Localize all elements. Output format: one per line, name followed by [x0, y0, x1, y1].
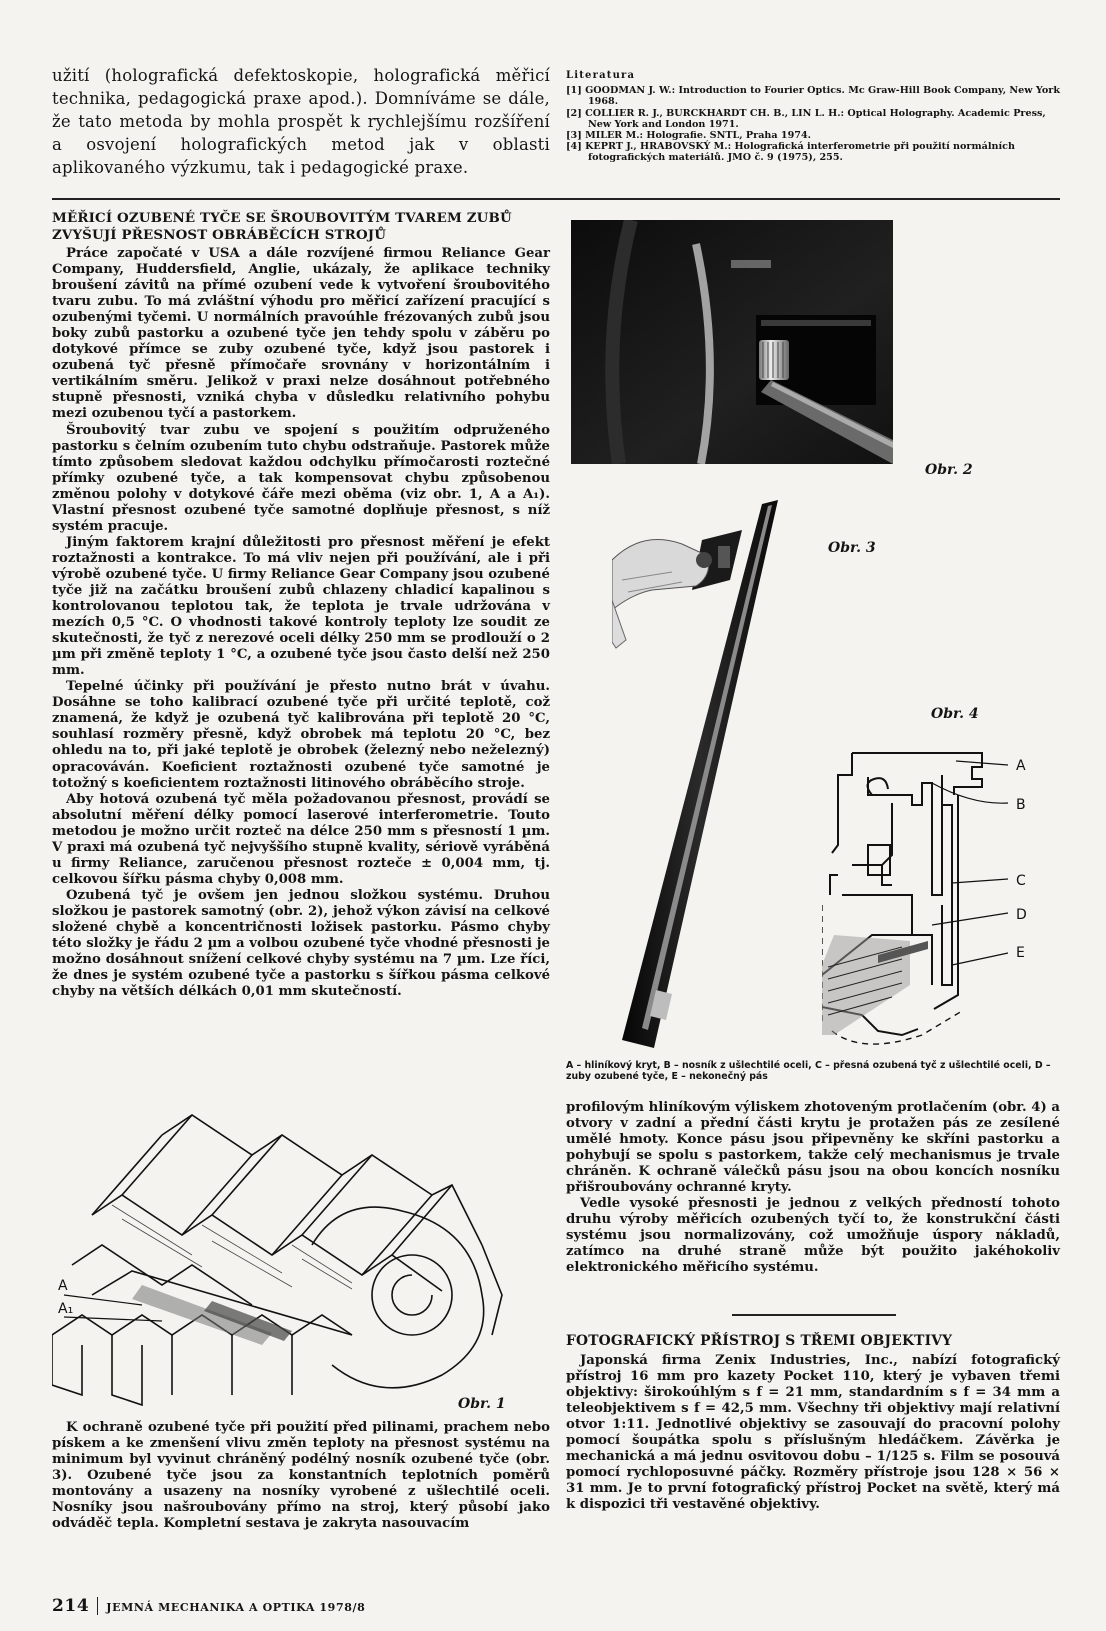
literature-heading: Literatura — [566, 70, 636, 81]
figure-4-label: C — [1016, 873, 1026, 889]
figure-2-caption: Obr. 2 — [925, 462, 973, 478]
literature-section — [566, 70, 1062, 164]
figure-4-legend: A – hliníkový kryt, B – nosník z ušlechtilé oceli, C – přesná ozubená tyč z ušlechtilé oceli, D – zuby ozubené tyče, E – nekonečný pás — [566, 1060, 1051, 1082]
article2-body — [566, 1353, 1060, 1513]
page-number: 214 — [52, 1596, 90, 1616]
body-paragraph: Jiným faktorem krajní důležitosti pro přesnost měření je efekt roztažnosti a kontrakce. To má vliv nejen při používání, ale i při výrobě ozubené tyče. U firmy Reliance Gear Company jsou ozubené tyče již na začátku broušení zubů chlazeny chladicí kapalinou s kontrolovanou teplotou tak, že teplota je trvale udržována v mezích 0,5 °C. O vhodnosti takové kontroly teploty lze soudit ze skutečnosti, že tyč z nerezové oceli délky 250 mm se prodlouží o 2 µm při změně teploty 1 °C, a ozubené tyče jsou často delší než 250 mm. — [52, 534, 550, 679]
figure-4-label: A — [1016, 758, 1026, 774]
article-body-column2 — [566, 1100, 1060, 1277]
literature-ref: [2] COLLIER R. J., BURCKHARDT CH. B., LIN L. H.: Optical Holography. Academic Press, New York and London 1971. — [566, 107, 1046, 130]
body-paragraph: Vedle vysoké přesnosti je jednou z velkých předností tohoto druhu výroby měřicích ozubených tyčí to, že konstrukční části systému jsou normalizovány, což umožňuje úspory nákladů, zatímco na druhé straně může být použito jakéhokoliv elektronického měřicího systému. — [566, 1196, 1060, 1276]
literature-ref: [4] KEPRT J., HRABOVSKÝ M.: Holografická interferometrie při použití normálních fotografických materiálů. JMO č. 9 (1975), 255. — [566, 141, 1015, 164]
figure-1-label: A — [58, 1278, 68, 1294]
figure-1-label: A₁ — [58, 1301, 74, 1317]
journal-name: JEMNÁ MECHANIKA A OPTIKA 1978/8 — [106, 1601, 366, 1614]
figure-1-drawing — [52, 1095, 552, 1415]
figure-4-label: B — [1016, 797, 1026, 813]
figure-4-label: D — [1016, 907, 1027, 923]
page-footer — [52, 1596, 365, 1616]
intro-paragraph: užití (holografická defektoskopie, holografická měřicí technika, pedagogická praxe apod.). Domníváme se dále, že tato metoda by mohla prospět k rychlejšímu rozšíření a osvojení holografických metod jak v oblasti aplikovaného výzkumu, tak i pedagogické praxe. — [52, 66, 550, 177]
article-body-column1 — [52, 246, 550, 1000]
figure-3-caption: Obr. 3 — [828, 540, 876, 556]
figure-4-label: E — [1016, 945, 1025, 961]
figure-2-photo — [571, 220, 893, 464]
body-paragraph: Aby hotová ozubená tyč měla požadovanou přesnost, provádí se absolutní měření délky pomocí laserové interferometrie. Touto metodou je možno určit rozteč na délce 250 mm s přesností 1 µm. V praxi má ozubená tyč nejvyššího stupně kvality, sériově vyráběná u firmy Reliance, zaručenou přesnost rozteče ± 0,004 mm, tj. celkovou šířku pásma chyby 0,008 mm. — [52, 791, 550, 887]
article-body-column1-bottom — [52, 1420, 550, 1532]
body-paragraph: Japonská firma Zenix Industries, Inc., nabízí fotografický přístroj 16 mm pro kazety Pocket 110, který je vybaven třemi objektivy: širokoúhlým s f = 21 mm, standardním s f = 34 mm a teleobjektivem s f = 42,5 mm. Všechny tři objektivy mají relativní otvor 1:11. Jednotlivé objektivy se zasouvají do pracovní polohy pomocí šoupátka spolu s příslušným hledáčkem. Závěrka je mechanická a má jednu osvitovou dobu – 1/125 s. Film se posouvá pomocí rychloposuvné páčky. Rozměry přístroje jsou 128 × 56 × 31 mm. Je to první fotografický přístroj Pocket na světě, který má k dispozici tři vestavěné objektivy. — [566, 1353, 1060, 1513]
article-title: MĚŘICÍ OZUBENÉ TYČE SE ŠROUBOVITÝM TVAREM ZUBŮ ZVYŠUJÍ PŘESNOST OBRÁBĚCÍCH STROJŮ — [52, 210, 512, 243]
literature-ref: [1] GOODMAN J. W.: Introduction to Fourier Optics. Mc Graw-Hill Book Company, New York 1968. — [566, 85, 1060, 108]
body-paragraph: Tepelné účinky při používání je přesto nutno brát v úvahu. Dosáhne se toho kalibrací ozubené tyče při určité teplotě, což znamená, že když je ozubená tyč kalibrována při teplotě 20 °C, souhlasí rozměry přesně, když obrobek má teplotu 20 °C, bez ohledu na to, při jaké teplotě je obrobek (železný nebo neželezný) opracováván. Koeficient roztažnosti ozubené tyče samotné je totožný s koeficientem roztažnosti litinového obráběcího stroje. — [52, 679, 550, 791]
body-paragraph: Ozubená tyč je ovšem jen jednou složkou systému. Druhou složkou je pastorek samotný (obr. 2), jehož výkon závisí na celkové složené chybě a koncentričnosti ložisek pastorku. Pásmo chyby této složky je řádu 2 µm a volbou ozubené tyče vhodné přesnosti je možno dosáhnout snížení celkové chyby systému na 7 µm. Lze říci, že dnes je systém ozubené tyče a pastorku s šířkou pásma celkové chyby na větších délkách 0,01 mm skutečností. — [52, 887, 550, 1000]
body-paragraph: Práce započaté v USA a dále rozvíjené firmou Reliance Gear Company, Huddersfield, Anglie, ukázaly, že aplikace techniky broušení závitů na přímé ozubení vede k vytvoření šroubovitého tvaru zubu. To má zvláštní výhodu pro měřicí zařízení pracující s ozubenými tyčemi. U normálních pravoúhle frézovaných zubů jsou boky zubů pastorku a ozubené tyče jen tehdy spolu v záběru po dotykové přímce se zuby ozubené tyče, když jsou pastorek i ozubená tyč přesně přímočaře srovnány v horizontálním i vertikálním směru. Jelikož v praxi nelze dosáhnout potřebného stupně přesnosti, vzniká chyba v důsledku relativního pohybu mezi ozubenou tyčí a pastorkem. — [52, 246, 550, 422]
article-title: FOTOGRAFICKÝ PŘÍSTROJ S TŘEMI OBJEKTIVY — [566, 1333, 953, 1349]
literature-ref: [3] MILER M.: Holografie. SNTL, Praha 1974. — [566, 130, 811, 142]
body-paragraph: K ochraně ozubené tyče při použití před pilinami, prachem nebo pískem a ke zmenšení vlivu změn teploty na přesnost systému na minimum byl vyvinut chráněný podélný nosník ozubené tyče (obr. 3). Ozubené tyče jsou za konstantních teplotních poměrů montovány a usazeny na nosníky vyrobené z ušlechtilé oceli. Nosníky jsou našroubovány přímo na stroj, který působí jako odváděč tepla. Kompletní sestava je zakryta nasouvacím — [52, 1420, 550, 1532]
footer-separator — [97, 1597, 98, 1615]
body-paragraph: Šroubovitý tvar zubu ve spojení s použitím odpruženého pastorku s čelním ozubením tuto chybu odstraňuje. Pastorek může tímto způsobem sledovat každou odchylku přímočarosti roztečné přímky ozubené tyče, a tak kompensovat chybu způsobenou změnou polohy v dotykové čáře mezi oběma (viz obr. 1, A a A₁). Vlastní přesnost ozubené tyče samotné doplňuje přesnost, s níž systém pracuje. — [52, 422, 550, 534]
body-paragraph: profilovým hliníkovým výliskem zhotoveným protlačením (obr. 4) a otvory v zadní a přední části krytu je protažen pás ze zesílené umělé hmoty. Konce pásu jsou připevněny ke skříni pastorku a pohybují se spolu s pastorkem, takže celý mechanismus je trvale chráněn. K ochraně válečků pásu jsou na obou koncích nosníku přišroubovány ochranné kryty. — [566, 1100, 1060, 1196]
figure-4-caption: Obr. 4 — [931, 706, 979, 722]
figure-4-drawing — [822, 735, 1062, 1055]
section-divider — [52, 198, 1060, 200]
figure-1-caption: Obr. 1 — [458, 1396, 506, 1412]
section-divider — [732, 1314, 896, 1316]
figure-3-photo — [612, 500, 798, 1048]
